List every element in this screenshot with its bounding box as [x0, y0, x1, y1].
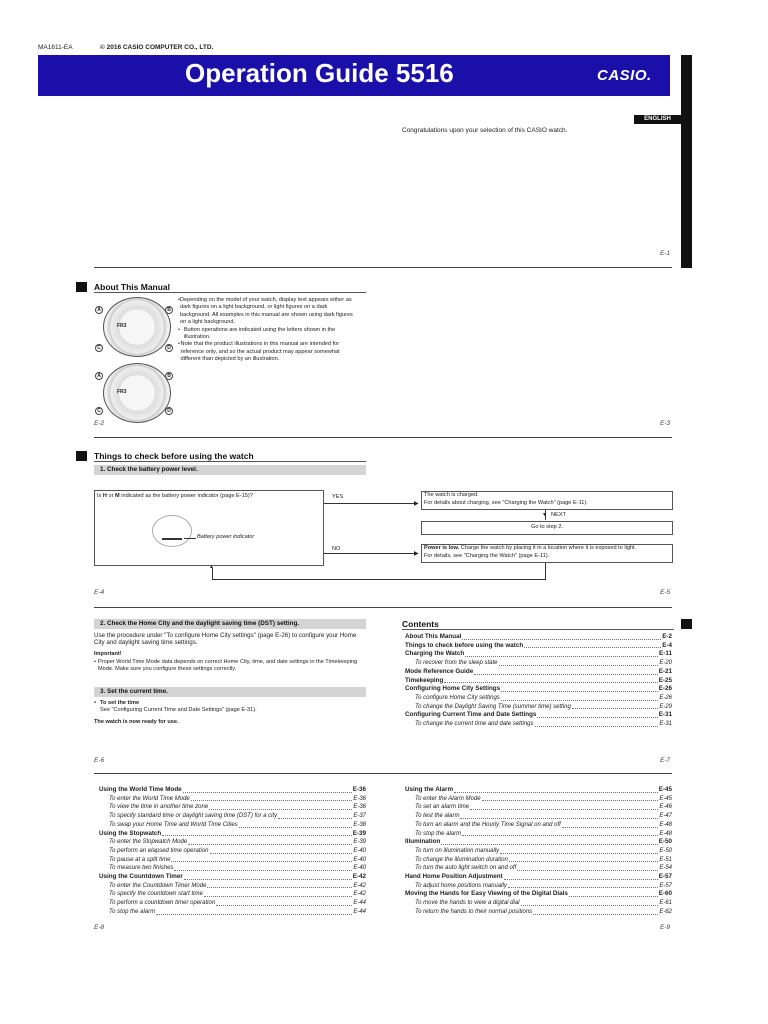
toc-subentry[interactable] [99, 882, 366, 891]
toc-leader-dots [572, 703, 659, 710]
toc-entry-page: E-60 [658, 890, 672, 898]
dial-label: FR3 [117, 323, 127, 329]
toc-entry-label: To enter the World Time Mode [109, 795, 190, 802]
divider-2 [94, 437, 672, 438]
toc-entry[interactable] [405, 711, 672, 720]
charged-line-2: For details about charging, see "Charging the Watch" (page E-11). [424, 500, 588, 506]
toc-entry-page: E-21 [658, 667, 672, 675]
toc-leader-dots [504, 873, 658, 880]
toc-entry[interactable] [99, 873, 366, 882]
button-c-label: C [95, 407, 103, 415]
toc-entry-label: To configure Home City settings [415, 694, 500, 701]
toc-entry-page: E-47 [659, 813, 672, 820]
button-c-label: C [95, 344, 103, 352]
toc-subentry[interactable] [99, 795, 366, 804]
toc-entry-label: To perform an elapsed time operation [109, 847, 209, 854]
toc-subentry[interactable] [405, 795, 672, 804]
toc-entry-page: E-44 [353, 900, 366, 907]
toc-leader-dots [535, 720, 659, 727]
toc-leader-dots [474, 668, 657, 675]
toc-entry-page: E-50 [659, 847, 672, 854]
toc-entry[interactable] [405, 642, 672, 651]
divider-1 [94, 267, 672, 268]
page-number-e4: E-4 [94, 589, 105, 596]
toc-entry-label: Using the Stopwatch [99, 829, 162, 837]
loop-line-across [212, 579, 546, 580]
toc-entry-page: E-29 [659, 703, 672, 710]
toc-entry-label: Using the Countdown Timer [99, 873, 183, 881]
toc-entry-page: E-2 [662, 633, 672, 640]
toc-leader-dots [444, 677, 657, 684]
divider-4 [94, 773, 672, 774]
toc-entry[interactable] [405, 685, 672, 694]
toc-leader-dots [188, 838, 352, 845]
toc-leader-dots [524, 642, 661, 649]
power-low-line-2: For details, see "Charging the Watch" (page E-11). [424, 553, 550, 559]
toc-entry-page: E-26 [659, 694, 672, 701]
intro-text: Congratulations upon your selection of this CASIO watch. [402, 127, 568, 134]
toc-right-list [405, 786, 672, 917]
battery-indicator-dial [152, 515, 192, 547]
toc-entry-page: E-25 [658, 676, 672, 684]
language-tab: ENGLISH [634, 115, 681, 124]
contents-title: Contents [402, 619, 439, 629]
toc-entry-label: Using the Alarm [405, 786, 454, 793]
loop-line-down [545, 563, 546, 579]
toc-entry-label: To stop the alarm [415, 830, 462, 837]
toc-entry-label: To perform a countdown timer operation [109, 900, 216, 907]
toc-left-list [99, 786, 366, 917]
toc-entry-page: E-61 [659, 900, 672, 907]
toc-leader-dots [521, 899, 659, 906]
page-number-e8: E-8 [94, 924, 105, 931]
toc-entry-page: E-38 [353, 821, 366, 828]
watch-illustration-dark [103, 363, 171, 423]
toc-entry-page: E-37 [353, 813, 366, 820]
toc-entry-label: To test the alarm [415, 813, 460, 820]
toc-entry-page: E-36 [353, 804, 366, 811]
toc-entry-label: To set an alarm time [415, 804, 470, 811]
toc-entry-label: Configuring Current Time and Date Settings [405, 711, 537, 719]
toc-leader-dots [183, 786, 352, 793]
about-underline [94, 292, 366, 293]
button-b-label: B [165, 372, 173, 380]
toc-entry-page: E-4 [662, 641, 672, 649]
about-title: About This Manual [94, 282, 171, 292]
step2-text: Use the procedure under "To configure Home City settings" (page E-26) to configure your Home City and daylight saving time settings. [94, 632, 357, 647]
toc-subentry[interactable] [99, 821, 366, 830]
toc-leader-dots [184, 873, 352, 880]
step2-bar: 2. Check the Home City and the daylight saving time (DST) setting. [94, 619, 366, 629]
toc-entry-page: E-26 [658, 685, 672, 693]
power-low-line-1: Power is low. Charge the watch by placing it in a location where it is exposed to light. [424, 545, 637, 551]
toc-subentry[interactable] [405, 703, 672, 712]
toc-leader-dots [210, 847, 353, 854]
toc-subentry[interactable] [99, 890, 366, 899]
toc-entry-page: E-31 [659, 721, 672, 728]
toc-entry-page: E-20 [659, 660, 672, 667]
toc-leader-dots [509, 856, 658, 863]
yes-arrow-line [324, 503, 416, 504]
things-title: Things to check before using the watch [94, 451, 254, 461]
ready-text: The watch is now ready for use. [94, 719, 179, 725]
button-b-label: B [165, 306, 173, 314]
toc-leader-dots [207, 882, 352, 889]
toc-subentry[interactable] [99, 847, 366, 856]
toc-entry[interactable] [405, 633, 672, 642]
page-title: Operation Guide 5516 [185, 58, 454, 88]
toc-leader-dots [537, 711, 657, 718]
page-number-e6: E-6 [94, 757, 105, 764]
toc-subentry[interactable] [405, 882, 672, 891]
arrow-head-icon: ▶ [414, 501, 419, 507]
toc-entry-page: E-39 [352, 829, 366, 837]
page-number-e7: E-7 [660, 757, 671, 764]
toc-subentry[interactable] [405, 908, 672, 917]
to-set-time-text: See "Configuring Current Time and Date Settings" (page E-31). [100, 707, 257, 713]
toc-entry-label: To turn the auto light switch on and off [415, 865, 517, 872]
watch-illustration-light [103, 297, 171, 357]
button-a-label: A [95, 306, 103, 314]
toc-leader-dots [454, 786, 658, 793]
indicator-leader-line [184, 538, 196, 539]
bullet-item: • Depending on the model of your watch, display text appears either as dark figures on a light background, or light figures on a dark background. All examples in this manual are shown using dark figures on a light background. [178, 297, 353, 326]
battery-indicator-mark [162, 538, 182, 540]
toc-subentry[interactable] [405, 856, 672, 865]
toc-leader-dots [174, 864, 352, 871]
toc-entry-label: Illumination [405, 838, 441, 846]
button-d-label: D [165, 407, 173, 415]
button-d-label: D [165, 344, 173, 352]
toc-entry-page: E-40 [353, 865, 366, 872]
toc-entry-page: E-31 [658, 711, 672, 719]
toc-leader-dots [533, 908, 658, 915]
toc-subentry[interactable] [405, 720, 672, 729]
button-a-label: A [95, 372, 103, 380]
toc-entry-page: E-40 [353, 856, 366, 863]
toc-subentry[interactable] [405, 821, 672, 830]
toc-entry-label: Things to check before using the watch [405, 641, 524, 649]
indicator-label: Battery power indicator [197, 534, 255, 540]
toc-subentry[interactable] [405, 659, 672, 668]
toc-entry-page: E-51 [659, 856, 672, 863]
toc-leader-dots [216, 899, 352, 906]
toc-entry-label: Timekeeping [405, 676, 444, 684]
toc-entry-page: E-62 [659, 908, 672, 915]
goto-step2-text: Go to step 2. [530, 524, 564, 530]
toc-entry-page: E-57 [659, 882, 672, 889]
question-text: Is H or M indicated as the battery power indicator (page E-15)? [97, 493, 253, 499]
page-number-e5: E-5 [660, 589, 671, 596]
toc-subentry[interactable] [99, 908, 366, 917]
things-underline [94, 461, 366, 462]
toc-entry[interactable] [99, 786, 366, 795]
toc-leader-dots [204, 890, 352, 897]
toc-entry-page: E-54 [659, 865, 672, 872]
toc-entry-label: To recover from the sleep state [415, 660, 498, 667]
toc-subentry[interactable] [405, 847, 672, 856]
toc-entry-page: E-40 [353, 847, 366, 854]
toc-entry-label: To enter the Stopwatch Mode [109, 839, 188, 846]
toc-entry-label: To change the Daylight Saving Time (summer time) setting [415, 703, 571, 710]
toc-entry-label: To change the illumination duration [415, 856, 508, 863]
toc-entry-label: To change the current time and date settings [415, 721, 534, 728]
toc-entry-page: E-44 [353, 908, 366, 915]
toc-entry[interactable] [99, 830, 366, 839]
toc-entry-page: E-36 [352, 786, 366, 793]
arrow-down-icon: ▼ [542, 512, 547, 518]
toc-entry[interactable] [405, 873, 672, 882]
page-number-e3: E-3 [660, 420, 671, 427]
toc-subentry[interactable] [99, 899, 366, 908]
contents-list [405, 633, 672, 729]
page-number-e2: E-2 [94, 420, 105, 427]
toc-entry-label: Hand Home Position Adjustment [405, 873, 503, 881]
toc-entry[interactable] [405, 650, 672, 659]
section-marker [681, 619, 692, 629]
toc-entry-label: To stop the alarm [109, 908, 156, 915]
toc-entry-label: To measure two finishes [109, 865, 174, 872]
toc-entry-label: To return the hands to their normal positions [415, 908, 533, 915]
toc-leader-dots [500, 847, 658, 854]
toc-entry-page: E-57 [658, 873, 672, 881]
to-set-time-heading: • To set the time [94, 700, 140, 706]
toc-leader-dots [441, 838, 657, 845]
toc-entry-label: To pause at a split time [109, 856, 171, 863]
toc-entry-label: To enter the Alarm Mode [415, 795, 481, 802]
next-label: NEXT [551, 512, 566, 518]
toc-entry-page: E-42 [353, 882, 366, 889]
toc-leader-dots [209, 803, 352, 810]
step3-bar: 3. Set the current time. [94, 687, 366, 697]
toc-leader-dots [569, 890, 658, 897]
section-marker [76, 451, 87, 461]
toc-leader-dots [239, 821, 353, 828]
toc-leader-dots [462, 633, 661, 640]
toc-entry[interactable] [405, 677, 672, 686]
toc-entry-page: E-42 [353, 891, 366, 898]
arrow-head-icon: ▶ [414, 551, 419, 557]
toc-entry-label: Charging the Watch [405, 650, 465, 658]
toc-entry[interactable] [405, 668, 672, 677]
toc-entry-page: E-48 [659, 830, 672, 837]
toc-entry-label: To specify standard time or daylight saving time (DST) for a city [109, 813, 278, 820]
important-label: Important! [94, 651, 122, 657]
toc-entry-page: E-36 [353, 795, 366, 802]
toc-entry[interactable] [405, 838, 672, 847]
page-number-e9: E-9 [660, 924, 671, 931]
toc-entry-label: Using the World Time Mode [99, 786, 182, 793]
toc-leader-dots [499, 659, 659, 666]
toc-subentry[interactable] [405, 803, 672, 812]
toc-entry-label: Moving the Hands for Easy Viewing of the Digital Dials [405, 890, 568, 898]
step1-bar: 1. Check the battery power level. [94, 465, 366, 475]
toc-leader-dots [562, 821, 659, 828]
toc-entry-page: E-11 [659, 650, 672, 658]
divider-3 [94, 607, 672, 608]
toc-subentry[interactable] [405, 864, 672, 873]
toc-subentry[interactable] [99, 838, 366, 847]
contents-underline [402, 629, 674, 630]
toc-entry-label: To view the time in another time zone [109, 804, 209, 811]
bullet-item: • Button operations are indicated using the letters shown in the illustration. [178, 326, 336, 341]
toc-leader-dots [460, 812, 658, 819]
question-box [94, 490, 324, 566]
toc-entry-label: To specify the countdown start time [109, 891, 203, 898]
toc-entry[interactable] [405, 786, 672, 795]
toc-entry-page: E-39 [353, 839, 366, 846]
toc-entry[interactable] [405, 890, 672, 899]
toc-entry-label: To enter the Countdown Timer Mode [109, 882, 207, 889]
toc-entry-label: To turn an alarm and the Hourly Time Signal on and off [415, 821, 561, 828]
important-text: • Proper World Time Mode data depends on correct Home City, time, and date settings in the Timekeeping Mode. Make sure you configure these settings correctly. [94, 659, 358, 673]
toc-leader-dots [501, 685, 658, 692]
copyright: © 2016 CASIO COMPUTER CO., LTD. [100, 44, 214, 51]
toc-subentry[interactable] [99, 856, 366, 865]
toc-entry-page: E-42 [352, 873, 366, 881]
toc-leader-dots [501, 694, 658, 701]
charged-line-1: The watch is charged. [424, 492, 479, 498]
casio-logo: CASIO. [597, 67, 652, 84]
toc-entry-label: About This Manual [405, 633, 462, 640]
toc-subentry[interactable] [405, 812, 672, 821]
toc-entry-page: E-45 [658, 786, 672, 793]
toc-subentry[interactable] [405, 899, 672, 908]
dial-label: FR3 [117, 389, 127, 395]
toc-leader-dots [162, 830, 351, 837]
toc-leader-dots [517, 864, 658, 871]
section-marker [76, 282, 87, 292]
toc-leader-dots [470, 803, 658, 810]
about-bullets [178, 297, 358, 364]
no-label: NO [332, 546, 341, 552]
toc-subentry[interactable] [99, 864, 366, 873]
toc-subentry[interactable] [99, 812, 366, 821]
toc-leader-dots [508, 882, 658, 889]
side-bar [681, 55, 692, 268]
toc-leader-dots [156, 908, 352, 915]
toc-entry-label: To swap your Home Time and World Time Cities [109, 821, 238, 828]
toc-leader-dots [171, 856, 352, 863]
toc-leader-dots [278, 812, 352, 819]
toc-leader-dots [462, 830, 658, 837]
toc-entry-label: To adjust home positions manually [415, 882, 507, 889]
toc-leader-dots [465, 650, 658, 657]
arrow-up-icon: ▲ [209, 564, 214, 570]
toc-entry-page: E-45 [659, 795, 672, 802]
toc-subentry[interactable] [99, 803, 366, 812]
toc-entry-page: E-50 [658, 838, 672, 846]
toc-entry-label: Mode Reference Guide [405, 667, 474, 675]
yes-label: YES [332, 494, 344, 500]
toc-entry-label: Configuring Home City Settings [405, 685, 501, 693]
toc-entry-page: E-48 [659, 821, 672, 828]
toc-subentry[interactable] [405, 694, 672, 703]
toc-entry-label: To move the hands to view a digital dial [415, 900, 520, 907]
toc-leader-dots [482, 795, 659, 802]
page-number-e1: E-1 [660, 250, 671, 257]
toc-leader-dots [191, 795, 353, 802]
doc-code: MA1611-EA [38, 44, 73, 51]
toc-entry-label: To turn on illumination manually [415, 847, 500, 854]
toc-subentry[interactable] [405, 830, 672, 839]
toc-entry-page: E-46 [659, 804, 672, 811]
bullet-item: • Note that the product illustrations in this manual are intended for reference only, and so the actual product may appear somewhat different than depicted by an illustration. [178, 341, 340, 363]
